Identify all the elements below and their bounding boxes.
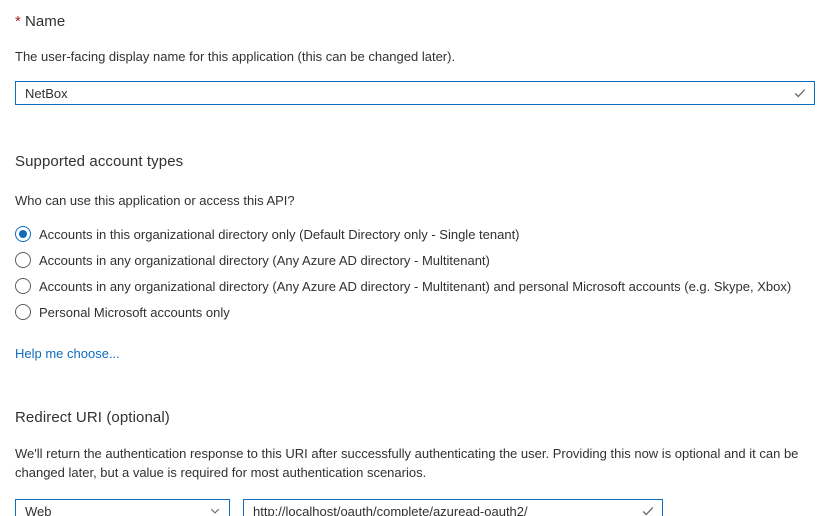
name-section-title (15, 10, 815, 30)
help-me-choose-link[interactable]: Help me choose... (15, 346, 120, 361)
account-types-title: Supported account types (15, 153, 184, 170)
radio-option-label: Accounts in any organizational directory (Any Azure AD directory - Multitenant) (39, 252, 490, 268)
radio-button-icon[interactable] (15, 252, 31, 268)
account-types-radio-group (15, 221, 815, 325)
radio-option-label: Personal Microsoft accounts only (39, 304, 230, 320)
name-input-wrap (15, 81, 815, 105)
radio-option-2[interactable] (15, 273, 815, 299)
platform-select-dropdown[interactable] (15, 499, 230, 516)
account-types-question: Who can use this application or access this API? (15, 193, 295, 208)
redirect-uri-row (15, 499, 815, 516)
radio-button-icon[interactable] (15, 278, 31, 294)
radio-option-1[interactable] (15, 247, 815, 273)
radio-button-icon[interactable] (15, 304, 31, 320)
radio-option-0[interactable] (15, 221, 815, 247)
radio-option-label: Accounts in this organizational directory only (Default Directory only - Single tenant) (39, 226, 520, 242)
redirect-uri-section (15, 409, 815, 516)
name-label: Name (24, 13, 66, 30)
redirect-uri-title: Redirect URI (optional) (15, 409, 170, 426)
radio-option-3[interactable] (15, 299, 815, 325)
redirect-uri-input[interactable] (244, 500, 662, 516)
account-types-section (15, 153, 815, 363)
radio-button-icon[interactable] (15, 226, 31, 242)
required-asterisk: * (15, 13, 21, 30)
name-input[interactable] (16, 82, 814, 104)
platform-select-value: Web (25, 503, 52, 516)
name-description: The user-facing display name for this application (this can be changed later). (15, 49, 456, 64)
redirect-uri-input-wrap (243, 499, 663, 516)
redirect-uri-description: We'll return the authentication response to this URI after successfully authenticating the user. Providing this now is optional and it can be changed later, but a value is required for most authentication scenarios. (15, 446, 799, 480)
name-section (15, 10, 815, 105)
radio-option-label: Accounts in any organizational directory (Any Azure AD directory - Multitenant) and personal Microsoft accounts (e.g. Skype, Xbox) (39, 278, 792, 294)
chevron-down-icon (209, 505, 221, 516)
